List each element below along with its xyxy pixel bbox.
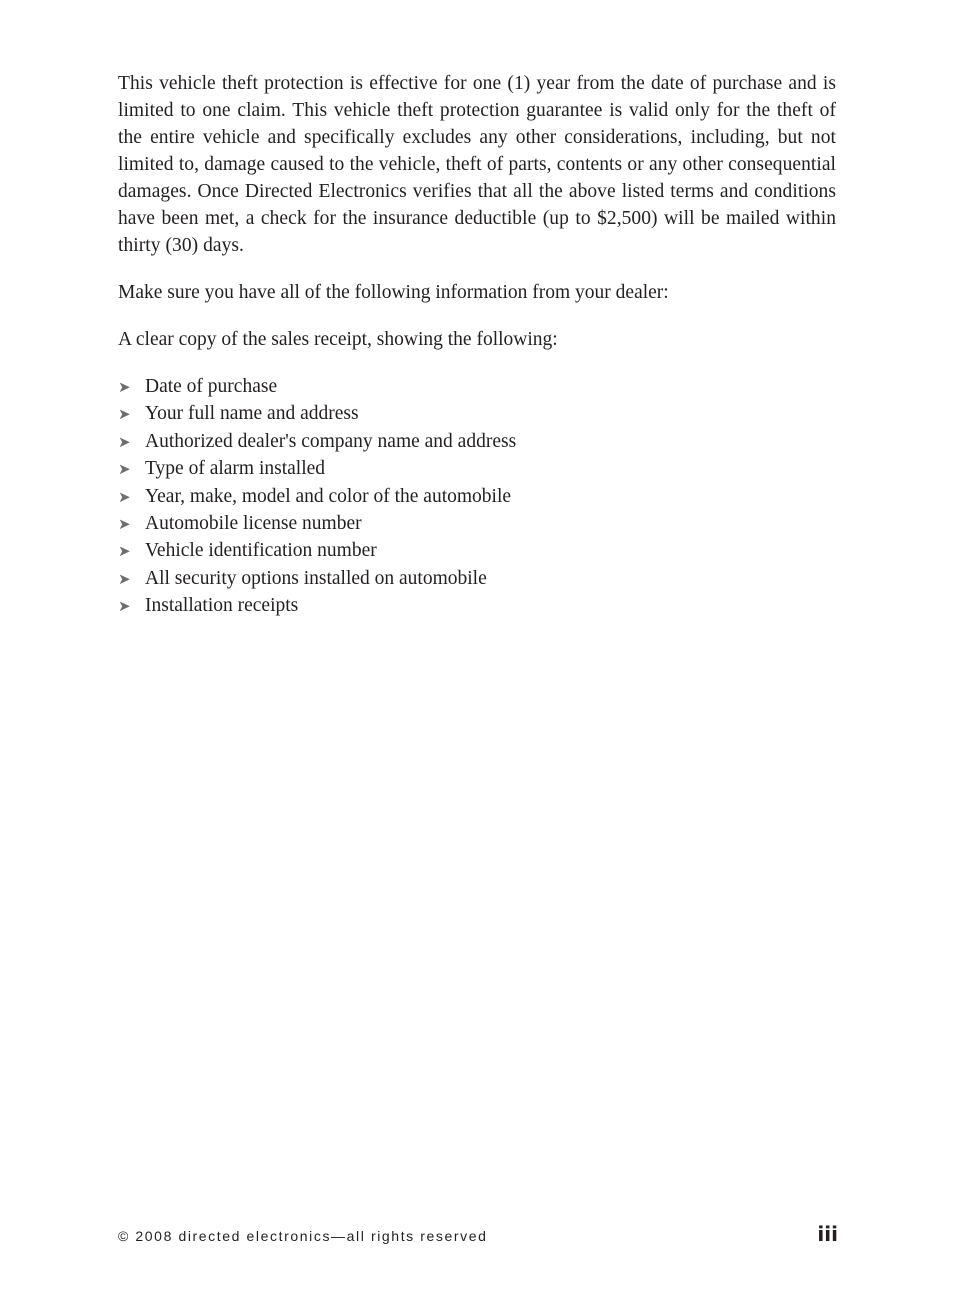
list-item xyxy=(118,428,836,455)
list-item-text: Type of alarm installed xyxy=(145,458,326,480)
page-footer xyxy=(118,1222,838,1246)
theft-protection-paragraph: This vehicle theft protection is effective for one (1) year from the date of purchase and is limited to one claim. This vehicle theft protection guarantee is valid only for the theft of the entire vehicle and specifically excludes any other considerations, including, but not limited to, damage caused to the vehicle, theft of parts, contents or any other consequential damages. Once Directed Electronics verifies that all the above listed terms and conditions have been met, a check for the insurance deductible (up to $2,500) will be mailed within thirty (30) days. xyxy=(118,73,836,256)
list-item xyxy=(118,510,836,537)
copyright-notice: © 2008 directed electronics—all rights reserved xyxy=(118,1228,488,1244)
list-item xyxy=(118,592,836,619)
dealer-info-paragraph: Make sure you have all of the following information from your dealer: xyxy=(118,282,669,303)
arrow-bullet-icon: ➤ xyxy=(118,460,131,479)
list-item-text: Automobile license number xyxy=(145,512,362,534)
list-item-text: Authorized dealer's company name and address xyxy=(145,430,517,452)
arrow-bullet-icon: ➤ xyxy=(118,597,131,616)
arrow-bullet-icon: ➤ xyxy=(118,378,131,396)
list-item-text: All security options installed on automobile xyxy=(145,567,487,589)
page-number: iii xyxy=(817,1222,838,1246)
arrow-bullet-icon: ➤ xyxy=(118,542,131,561)
list-item xyxy=(118,455,836,482)
arrow-bullet-icon: ➤ xyxy=(118,569,131,588)
required-information-list xyxy=(118,373,836,620)
list-item-text: Your full name and address xyxy=(145,403,359,425)
list-item-text: Date of purchase xyxy=(145,376,278,397)
list-item-text: Year, make, model and color of the automobile xyxy=(145,485,512,507)
list-item xyxy=(118,400,836,427)
page-content xyxy=(118,70,836,620)
list-item xyxy=(118,565,836,592)
arrow-bullet-icon: ➤ xyxy=(118,432,131,451)
arrow-bullet-icon: ➤ xyxy=(118,405,131,424)
list-item-text: Installation receipts xyxy=(145,595,299,617)
arrow-bullet-icon: ➤ xyxy=(118,487,131,506)
sales-receipt-paragraph: A clear copy of the sales receipt, showing the following: xyxy=(118,329,558,350)
list-item xyxy=(118,537,836,564)
list-item xyxy=(118,373,836,400)
list-item xyxy=(118,483,836,510)
arrow-bullet-icon: ➤ xyxy=(118,514,131,533)
list-item-text: Vehicle identification number xyxy=(145,540,377,562)
